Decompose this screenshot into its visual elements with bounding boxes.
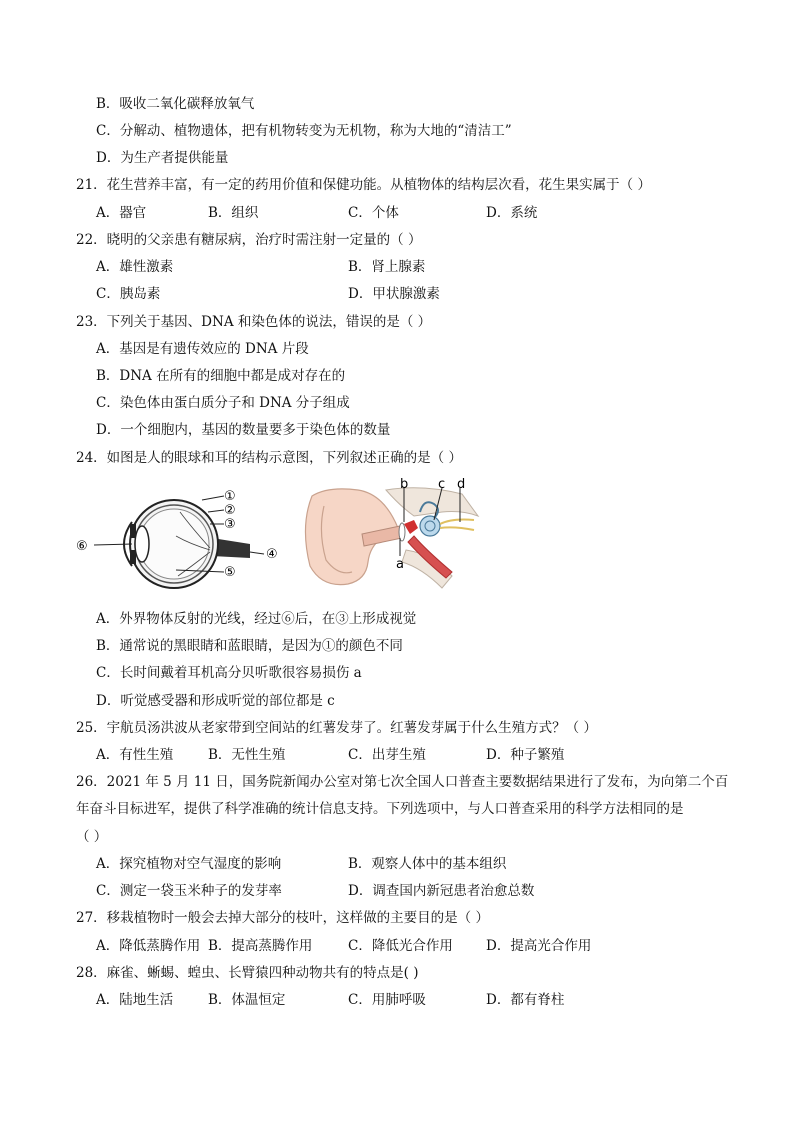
q20-option-d: D．为生产者提供能量 [96,150,229,166]
q28-option-d: D．都有脊柱 [486,992,565,1008]
eye-label-5: ⑤ [224,565,236,580]
eye-diagram [72,478,292,590]
auditory-nerve-shape [440,520,474,531]
q27-stem: 27．移栽植物时一般会去掉大部分的枝叶，这样做的主要目的是（ ） [76,910,489,926]
ear-diagram [302,476,482,592]
eye-label-2: ② [224,503,236,518]
q27-option-a: A．降低蒸腾作用 [96,938,201,954]
q25-option-d: D．种子繁殖 [486,747,565,763]
q23-option-a: A．基因是有遗传效应的 DNA 片段 [96,341,309,357]
eye-diagram-svg [72,478,292,590]
q20-option-b: B．吸收二氧化碳释放氧气 [96,96,255,112]
q20-option-c: C．分解动、植物遗体，把有机物转变为无机物，称为大地的“清洁工” [96,123,512,139]
eye-label-3: ③ [224,517,236,532]
q26-option-c: C．测定一袋玉米种子的发芽率 [96,883,282,899]
q24-option-a: A．外界物体反射的光线，经过⑥后，在③上形成视觉 [96,611,417,627]
q21-stem: 21．花生营养丰富，有一定的药用价值和保健功能。从植物体的结构层次看，花生果实属于（ ） [76,177,651,193]
q27-option-b: B．提高蒸腾作用 [208,938,313,954]
q24-option-d: D．听觉感受器和形成听觉的部位都是 c [96,693,335,709]
q23-option-c: C．染色体由蛋白质分子和 DNA 分子组成 [96,395,350,411]
q21-option-d: D．系统 [486,205,538,221]
q26-stem-line1: 26．2021 年 5 月 11 日，国务院新闻办公室对第七次全国人口普查主要数据结果进行了发布，为向第二个百 [76,774,729,790]
q22-option-b: B．肾上腺素 [348,259,426,275]
q27-option-c: C．降低光合作用 [348,938,453,954]
q24-option-c: C．长时间戴着耳机高分贝听歌很容易损伤 a [96,665,362,681]
eye-label-1: ① [224,489,236,504]
q25-option-a: A．有性生殖 [96,747,174,763]
q28-option-c: C．用肺呼吸 [348,992,426,1008]
q23-stem: 23．下列关于基因、DNA 和染色体的说法，错误的是（ ） [76,314,432,330]
q28-option-b: B．体温恒定 [208,992,286,1008]
ear-label-c: c [438,477,446,492]
cochlea-shape [420,516,440,536]
q24-option-b: B．通常说的黑眼睛和蓝眼睛，是因为①的颜色不同 [96,638,403,654]
ear-label-d: d [457,477,466,492]
q22-stem: 22．晓明的父亲患有糖尿病，治疗时需注射一定量的（ ） [76,232,422,248]
q28-option-a: A．陆地生活 [96,992,174,1008]
q22-option-a: A．雄性激素 [96,259,174,275]
ear-diagram-svg [302,476,482,592]
ear-label-a: a [396,557,404,572]
q26-option-b: B．观察人体中的基本组织 [348,856,507,872]
ossicles-shape [404,520,418,534]
q23-option-d: D．一个细胞内，基因的数量要多于染色体的数量 [96,422,391,438]
eye-label-4: ④ [266,547,278,562]
q21-option-b: B．组织 [208,205,259,221]
q28-stem: 28．麻雀、蜥蜴、蝗虫、长臂猿四种动物共有的特点是( ) [76,965,419,981]
q27-option-d: D．提高光合作用 [486,938,592,954]
eye-label-6: ⑥ [76,539,88,554]
q22-option-c: C．胰岛素 [96,286,161,302]
q25-option-c: C．出芽生殖 [348,747,426,763]
q21-option-c: C．个体 [348,205,399,221]
q26-stem-line2: 年奋斗目标进军，提供了科学准确的统计信息支持。下列选项中，与人口普查采用的科学方法相同的是 [76,801,684,817]
lens-shape [135,526,149,562]
q26-stem-line3: （ ） [76,829,108,845]
q24-stem: 24．如图是人的眼球和耳的结构示意图，下列叙述正确的是（ ） [76,450,462,466]
q26-option-a: A．探究植物对空气湿度的影响 [96,856,282,872]
q22-option-d: D．甲状腺激素 [348,286,440,302]
q21-option-a: A．器官 [96,205,147,221]
ear-label-b: b [400,477,409,492]
q23-option-b: B．DNA 在所有的细胞中都是成对存在的 [96,368,346,384]
q25-stem: 25．宇航员汤洪波从老家带到空间站的红薯发芽了。红薯发芽属于什么生殖方式？（ ） [76,720,597,736]
q25-option-b: B．无性生殖 [208,747,286,763]
q26-option-d: D．调查国内新冠患者治愈总数 [348,883,535,899]
